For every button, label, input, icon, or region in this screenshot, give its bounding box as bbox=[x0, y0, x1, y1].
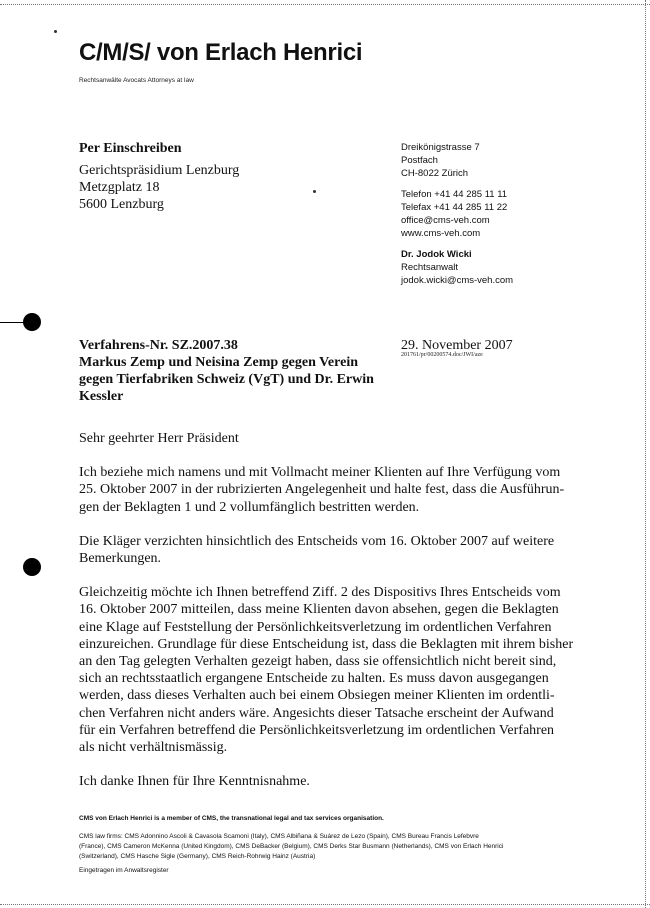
subject-line: gegen Tierfabriken Schweiz (VgT) und Dr. Erwin bbox=[79, 372, 374, 387]
text-line: Die Kläger verzichten hinsichtlich des Entscheids vom 16. Oktober 2007 auf weitere bbox=[79, 533, 555, 549]
sender-address-line: CH-8022 Zürich bbox=[401, 168, 469, 179]
text-line: 25. Oktober 2007 in der rubrizierten Angelegenheit und halte fest, dass die Ausführun- bbox=[79, 482, 565, 498]
text-line: Bemerkungen. bbox=[79, 551, 162, 567]
recipient-line: Metzgplatz 18 bbox=[79, 180, 160, 195]
hole-punch bbox=[23, 313, 41, 331]
lawyer-email: jodok.wicki@cms-veh.com bbox=[401, 275, 514, 286]
text-line: 16. Oktober 2007 mitteilen, dass meine Klienten davon absehen, gegen die Beklagten bbox=[79, 602, 559, 618]
text-line: werden, dass dieses Verhalten auch bei einem Obsiegen meiner Klienten im ordentli- bbox=[79, 688, 555, 704]
website: www.cms-veh.com bbox=[401, 228, 481, 239]
paragraph bbox=[79, 584, 574, 756]
letter-date: 29. November 2007 bbox=[401, 338, 513, 353]
text-line: als nicht verhältnismässig. bbox=[79, 740, 228, 756]
footer bbox=[79, 814, 559, 876]
law-firms-line: (Switzerland), CMS Hasche Sigle (Germany), CMS Reich-Rohrwig Hainz (Austria) bbox=[79, 853, 316, 860]
salutation: Sehr geehrter Herr Präsident bbox=[79, 431, 239, 446]
paragraph bbox=[79, 533, 555, 567]
recipient-line: Gerichtspräsidium Lenzburg bbox=[79, 163, 240, 178]
text-line: gen der Beklagten 1 und 2 vollumfänglich bestritten werden. bbox=[79, 499, 420, 515]
text-line: Ich beziehe mich namens und mit Vollmacht meiner Klienten auf Ihre Verfügung vom bbox=[79, 465, 561, 481]
text-line: eine Klage auf Feststellung der Persönlichkeitsverletzung im ordentlichen Verfahren bbox=[79, 619, 552, 635]
paragraph bbox=[79, 464, 565, 516]
subject-block bbox=[79, 337, 379, 405]
sender-address-line: Dreikönigstrasse 7 bbox=[401, 142, 480, 153]
law-firms-line: (France), CMS Cameron McKenna (United Kingdom), CMS DeBacker (Belgium), CMS Derks Star Busmann (Netherlands), CMS von Erlach Henrici bbox=[79, 843, 504, 850]
text-line: Gleichzeitig möchte ich Ihnen betreffend Ziff. 2 des Dispositivs Ihres Entscheids vom bbox=[79, 585, 561, 601]
phone: Telefon +41 44 285 11 11 bbox=[401, 189, 508, 200]
register-note: Eingetragen im Anwaltsregister bbox=[79, 867, 169, 874]
recipient-line: 5600 Lenzburg bbox=[79, 197, 164, 212]
hole-punch bbox=[23, 558, 41, 576]
fax: Telefax +41 44 285 11 22 bbox=[401, 202, 508, 213]
law-firms-line: CMS law firms: CMS Adonnino Ascoli & Cavasola Scamoni (Italy), CMS Albiñana & Suárez de Lezo (Spain), CMS Bureau Francis Lefebvre bbox=[79, 833, 479, 840]
case-number: Verfahrens-Nr. SZ.2007.38 bbox=[79, 338, 238, 353]
subject-line: Markus Zemp und Neisina Zemp gegen Verein bbox=[79, 355, 358, 370]
logo-subtitle: Rechtsanwälte Avocats Attorneys at law bbox=[79, 77, 194, 84]
subject-line: Kessler bbox=[79, 389, 124, 404]
text-line: Ich danke Ihnen für Ihre Kenntnisnahme. bbox=[79, 774, 310, 790]
text-line: chen Verfahren nicht anders wäre. Angesichts dieser Tatsache erscheint der Aufwand bbox=[79, 705, 554, 721]
text-line: einzureichen. Grundlage für diese Entscheidung ist, dass die Beklagten mit ihrem bisher bbox=[79, 636, 574, 652]
spacer bbox=[401, 240, 513, 248]
scan-speck bbox=[313, 190, 316, 193]
company-logo: C/M/S/ von Erlach Henrici bbox=[79, 39, 363, 66]
text-line: für ein Verfahren betreffend die Persönlichkeitsverletzung im ordentlichen Verfahren bbox=[79, 722, 555, 738]
delivery-mode: Per Einschreiben bbox=[79, 141, 182, 156]
lawyer-title: Rechtsanwalt bbox=[401, 262, 459, 273]
letter-body bbox=[79, 430, 574, 807]
scan-speck bbox=[54, 30, 57, 33]
scan-edge-right bbox=[645, 0, 646, 908]
paragraph bbox=[79, 773, 549, 790]
scan-edge-bottom bbox=[0, 904, 650, 905]
office-email: office@cms-veh.com bbox=[401, 215, 490, 226]
scan-edge-top bbox=[0, 4, 650, 5]
sender-block bbox=[401, 141, 513, 287]
membership-note: CMS von Erlach Henrici is a member of CMS, the transnational legal and tax services organisation. bbox=[79, 815, 384, 822]
text-line: an den Tag gelegten Verhalten gezeigt haben, dass sie offensichtlich nicht bereit sind, bbox=[79, 654, 557, 670]
reference-number: 201761/pr/00200574.doc/JWI/aze bbox=[401, 352, 483, 358]
lawyer-name: Dr. Jodok Wicki bbox=[401, 249, 472, 260]
text-line: sich an rechtsstaatlich ergangene Entscheide zu halten. Es muss davon ausgegangen bbox=[79, 671, 549, 687]
spacer bbox=[401, 180, 513, 188]
recipient-block bbox=[79, 140, 239, 213]
sender-address-line: Postfach bbox=[401, 155, 438, 166]
